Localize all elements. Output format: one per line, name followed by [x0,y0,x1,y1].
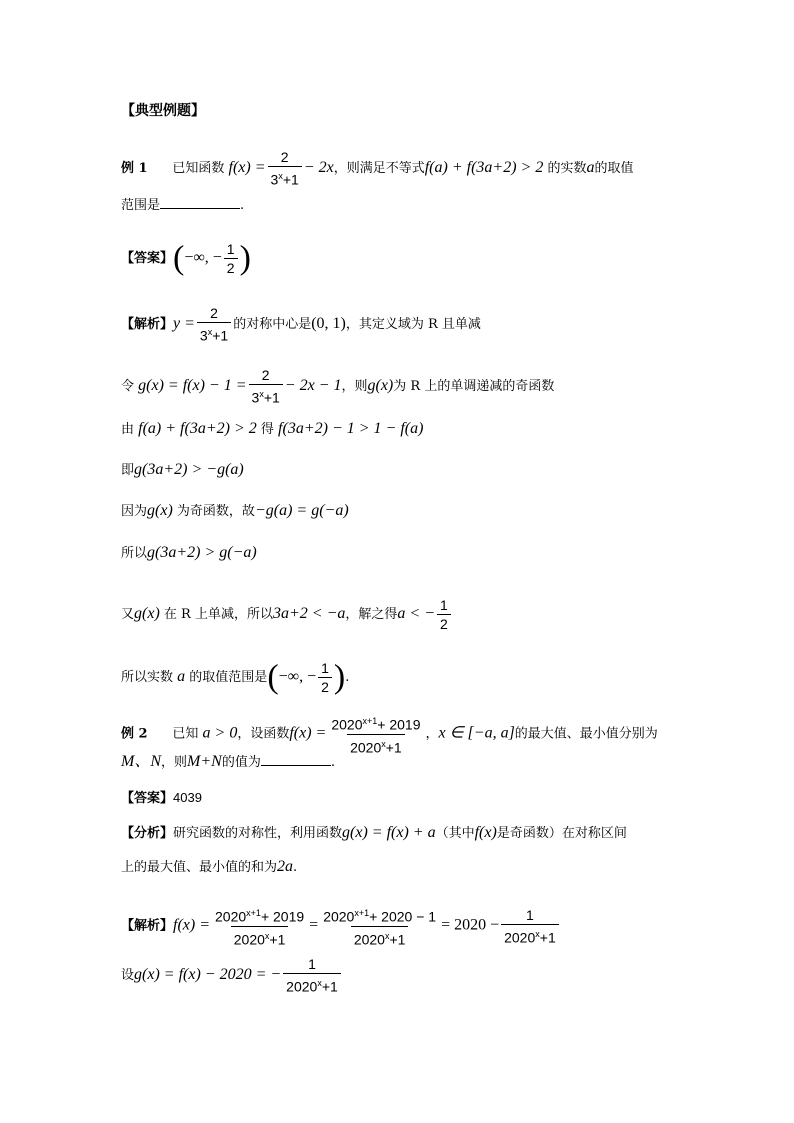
example-1-label: 例 1 [121,160,148,176]
example-2-label: 例 2 [121,726,148,742]
fraction: $\frac{1}{2020^x+1}$ [283,955,341,996]
example-1-solution-line2: 令 g(x) = f(x) − 1 = $\frac{2}{3^x+1}$ − 2x − 1，则g(x)为 R 上的单调递减的奇函数 [121,367,555,406]
question-text: 范围是 [121,198,161,213]
answer-value: 4039 [173,790,202,805]
fraction: $\frac{2}{3^x+1}$ [249,366,283,407]
math-expr: − 2x [303,158,334,176]
example-1-solution-line6: 所以g(3a+2) > g(−a) [121,544,257,561]
section-title: 【典型例题】 [121,103,205,119]
math-var: a [586,158,595,176]
fraction: $\frac{1}{2}$ [318,659,332,696]
fraction: $\frac{2020^{x+1}+ 2019}{2020^x+1}$ [331,716,421,756]
example-2-question: 例 2 已知 a > 0，设函数f(x) = $\frac{2020^{x+1}+ 2019}{2020^x+1}$ ，x ∈ [−a, a]的最大值、最小值分别为 [121,712,658,756]
math-expr: f(x) = [228,158,266,176]
example-1-question-line2 [121,196,244,216]
example-2-question-line2: M、N，则M+N的值为 . [121,753,335,770]
solution-label: 【解析】 [121,918,174,934]
fraction: $\frac{1}{2}$ [224,240,238,277]
answer-blank [160,196,240,209]
example-2-answer [121,788,202,809]
example-1-solution-line4: 即g(3a+2) > −g(a) [121,461,244,478]
question-text: 已知函数 [172,160,225,176]
fraction: $\frac{2020^{x+1}+ 2020 - 1}{2020^x+1}$ [323,908,437,948]
solution-label: 【解析】 [121,316,174,332]
example-2-solution-line1: 【解析】f(x) = $\frac{2020^{x+1}+ 2019}{2020^x+1}$ = $\frac{2020^{x+1}+ 2020 - 1}{2020^x+1}$ = 2020 − $\frac{1}{2020^x+1}$ [121,904,561,948]
example-2-analysis-line2: 上的最大值、最小值的和为2a. [121,858,298,875]
math-expr: f(a) + f(3a+2) > 2 [424,158,544,176]
answer-value: −∞, − [184,249,222,266]
question-text: 的实数 [547,160,587,176]
example-1-solution-line7: 又g(x) 在 R 上单减，所以3a+2 < −a，解之得a < − $\frac{1}{2}$ [121,596,453,633]
example-1-question [121,148,633,189]
example-1-answer: 【答案】(−∞, − $\frac{1}{2}$ ) [121,239,251,277]
answer-blank [261,753,331,766]
example-1-solution-line8: 所以实数 a 的取值范围是(−∞, − $\frac{1}{2}$ ). [121,658,350,696]
example-2-analysis-line1: 【分析】研究函数的对称性，利用函数g(x) = f(x) + a（其中f(x)是奇函数）在对称区间 [121,824,627,841]
answer-label: 【答案】 [121,251,174,266]
fraction: $\frac{1}{2020^x+1}$ [501,906,559,947]
question-text: ，则满足不等式 [333,160,425,176]
example-1-solution-line1: 【解析】y = $\frac{2}{3^x+1}$ 的对称中心是(0, 1)，其定义域为 R 且单减 [121,305,481,344]
example-1-solution-line3: 由 f(a) + f(3a+2) > 2 得 f(3a+2) − 1 > 1 − f(a) [121,420,424,437]
analysis-label: 【分析】 [121,826,174,841]
example-1-solution-line5: 因为g(x) 为奇函数，故−g(a) = g(−a) [121,502,349,519]
fraction: $\frac{1}{2}$ [437,596,451,633]
period: . [240,198,245,213]
answer-label: 【答案】 [121,791,174,806]
fraction: $\frac{2020^{x+1}+ 2019}{2020^x+1}$ [215,908,305,948]
fraction: $\frac{2}{3^x+1}$ [268,148,302,189]
question-text: 的取值 [594,160,634,176]
fraction: $\frac{2}{3^x+1}$ [197,304,231,345]
example-2-solution-line2: 设g(x) = f(x) − 2020 = − $\frac{1}{2020^x+1}$ [121,955,343,996]
